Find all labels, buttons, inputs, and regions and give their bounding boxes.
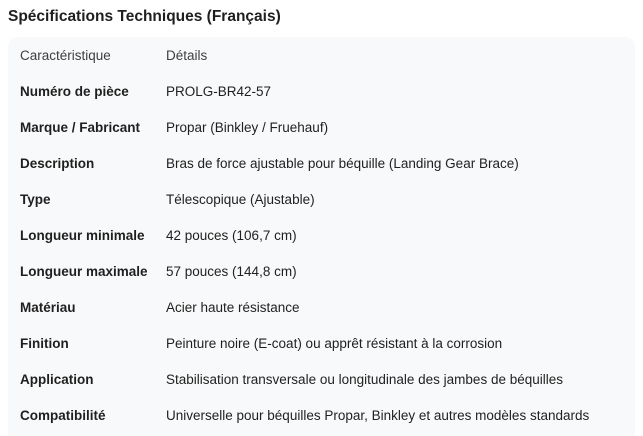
- row-key: Finition: [20, 335, 69, 351]
- row-key: Application: [20, 371, 94, 387]
- row-key: Compatibilité: [20, 407, 106, 423]
- row-value: Peinture noire (E-coat) ou apprêt résistant à la corrosion: [166, 335, 503, 351]
- row-value: Acier haute résistance: [166, 299, 300, 315]
- table-row: [8, 361, 635, 397]
- table-row: [8, 217, 635, 253]
- row-key: Longueur maximale: [20, 263, 148, 279]
- row-key: Numéro de pièce: [20, 83, 129, 99]
- row-key: Matériau: [20, 299, 76, 315]
- row-value: PROLG-BR42-57: [166, 83, 272, 99]
- row-key: Description: [20, 155, 95, 171]
- row-value: Propar (Binkley / Fruehauf): [166, 119, 329, 135]
- row-value: Universelle pour béquilles Propar, Binkley et autres modèles standards: [166, 407, 590, 423]
- table-row: [8, 397, 635, 433]
- row-value: 42 pouces (106,7 cm): [166, 227, 297, 243]
- row-key: Type: [20, 191, 51, 207]
- row-value: Stabilisation transversale ou longitudinale des jambes de béquilles: [166, 371, 563, 387]
- row-key: Longueur minimale: [20, 227, 145, 243]
- page-title: Spécifications Techniques (Français): [8, 8, 281, 25]
- table-row: [8, 145, 635, 181]
- row-value: Télescopique (Ajustable): [166, 191, 315, 207]
- table-row: [8, 253, 635, 289]
- table-row: [8, 109, 635, 145]
- row-key: Marque / Fabricant: [20, 119, 141, 135]
- header-characteristic: Caractéristique: [20, 47, 111, 63]
- table-row: [8, 325, 635, 361]
- spec-table: [8, 37, 635, 433]
- table-row: [8, 73, 635, 109]
- header-details: Détails: [166, 47, 208, 63]
- spec-table-container: [8, 37, 635, 436]
- table-row: [8, 181, 635, 217]
- table-header-row: [8, 37, 635, 73]
- table-row: [8, 289, 635, 325]
- row-value: 57 pouces (144,8 cm): [166, 263, 297, 279]
- row-value: Bras de force ajustable pour béquille (Landing Gear Brace): [166, 155, 519, 171]
